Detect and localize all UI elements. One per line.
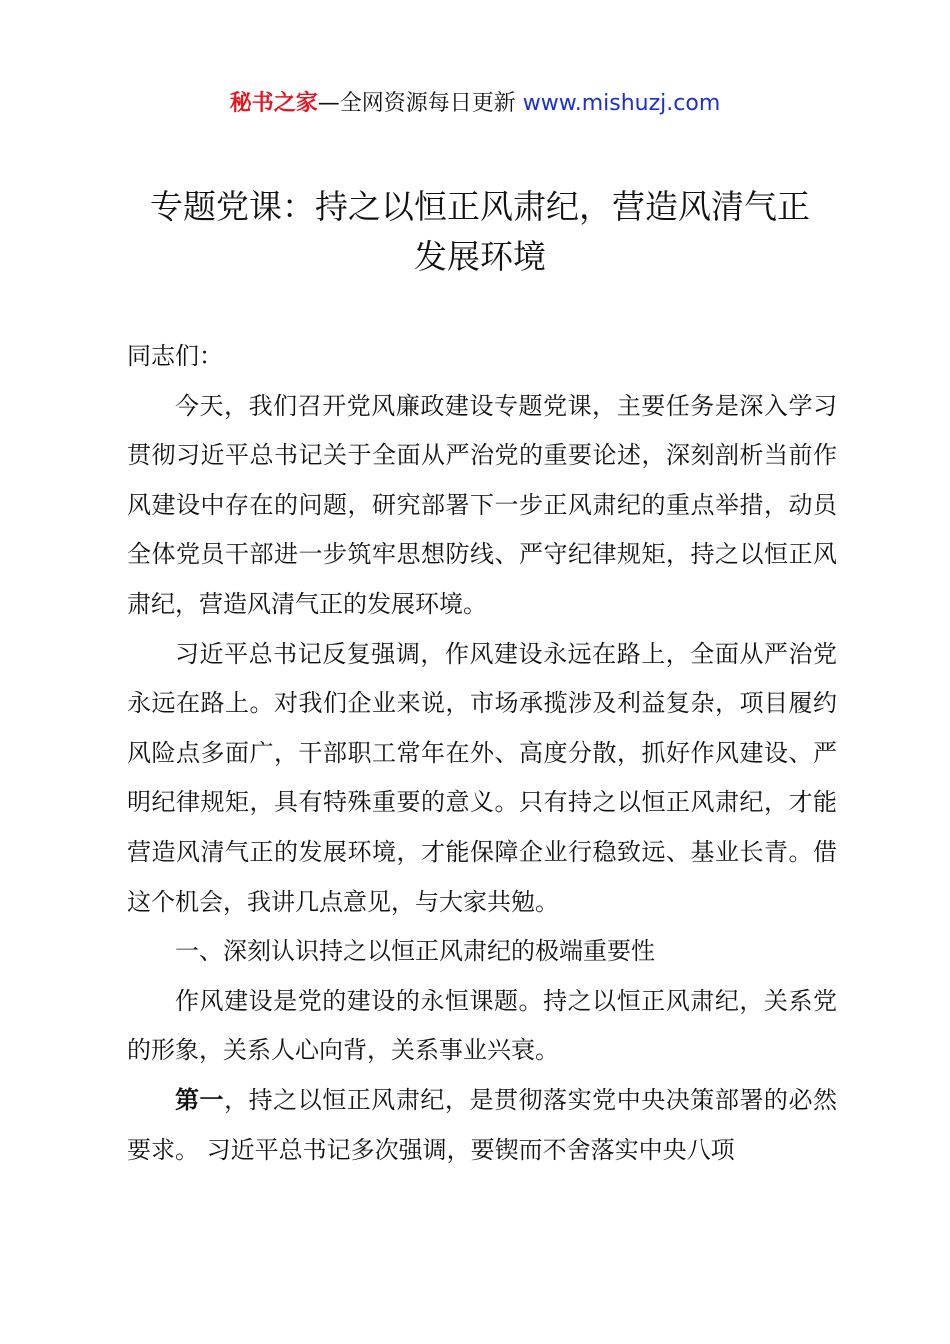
page-title: [110, 182, 850, 282]
section-heading: 一、深刻认识持之以恒正风肃纪的极端重要性: [175, 937, 655, 966]
section-intro: 作风建设是党的建设的永恒课题。持之以恒正风肃纪，关系党的形象，关系人心向背，关系事业兴衰。: [127, 986, 837, 1065]
point-one: [127, 1076, 837, 1175]
website-link[interactable]: www.mishuzj.com: [522, 91, 721, 116]
document-body: [127, 332, 837, 1175]
title-line-1: 专题党课：持之以恒正风肃纪，营造风清气正: [150, 187, 810, 226]
point-one-lead: 第一: [175, 1085, 225, 1114]
title-line-2: 发展环境: [414, 237, 546, 276]
point-one-text: ，持之以恒正风肃纪，是贯彻落实党中央决策部署的必然要求。 习近平总书记多次强调，要锲而不舍落实中央八项: [127, 1085, 837, 1164]
paragraph-context: 习近平总书记反复强调，作风建设永远在路上，全面从严治党永远在路上。对我们企业来说，市场承揽涉及利益复杂，项目履约风险点多面广，干部职工常年在外、高度分散，抓好作风建设、严明纪律规矩，具有特殊重要的意义。只有持之以恒正风肃纪，才能营造风清气正的发展环境，才能保障企业行稳致远、基业长青。借这个机会，我讲几点意见，与大家共勉。: [127, 639, 837, 916]
salutation: 同志们：: [127, 342, 223, 370]
brand-name: 秘书之家: [229, 91, 318, 116]
paragraph-intro: 今天，我们召开党风廉政建设专题党课，主要任务是深入学习贯彻习近平总书记关于全面从严治党的重要论述，深刻剖析当前作风建设中存在的问题，研究部署下一步正风肃纪的重点举措，动员全体党员干部进一步筑牢思想防线、严守纪律规矩，持之以恒正风肃纪，营造风清气正的发展环境。: [127, 391, 837, 618]
site-header: [0, 88, 950, 120]
header-tagline: —全网资源每日更新: [317, 91, 523, 116]
